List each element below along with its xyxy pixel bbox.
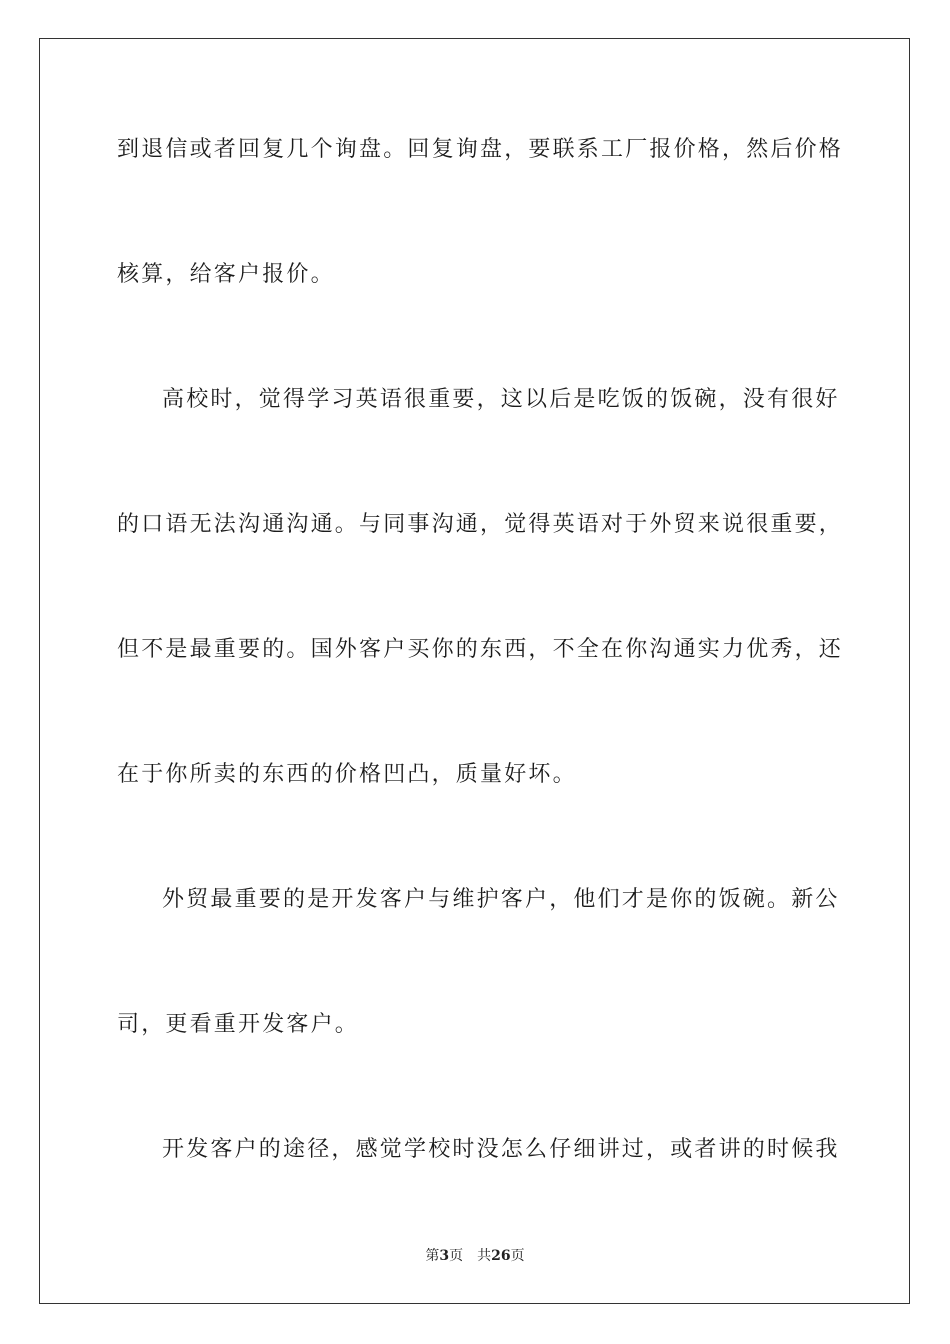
total-pages: 26 (491, 1248, 511, 1264)
text-line-9: 开发客户的途径，感觉学校时没怎么仔细讲过，或者讲的时候我 (162, 1137, 840, 1162)
text-line-6: 在于你所卖的东西的价格凹凸，质量好坏。 (117, 762, 577, 787)
page-number: 3 (439, 1248, 450, 1264)
text-line-8: 司，更看重开发客户。 (117, 1012, 360, 1037)
page-prefix: 第 (425, 1248, 440, 1264)
text-line-1: 到退信或者回复几个询盘。回复询盘，要联系工厂报价格，然后价格 (117, 137, 844, 162)
text-line-3: 高校时，觉得学习英语很重要，这以后是吃饭的饭碗，没有很好 (162, 387, 840, 412)
text-line-7: 外贸最重要的是开发客户与维护客户，他们才是你的饭碗。新公 (162, 887, 840, 912)
text-line-2: 核算，给客户报价。 (117, 262, 335, 287)
page-border (39, 38, 910, 1304)
page-footer (0, 1247, 950, 1265)
page-suffix: 页 (449, 1248, 464, 1264)
total-suffix: 页 (510, 1248, 525, 1264)
text-line-5: 但不是最重要的。国外客户买你的东西，不全在你沟通实力优秀，还 (117, 637, 844, 662)
total-prefix: 共 (477, 1248, 492, 1264)
text-line-4: 的口语无法沟通沟通。与同事沟通，觉得英语对于外贸来说很重要， (117, 512, 844, 537)
